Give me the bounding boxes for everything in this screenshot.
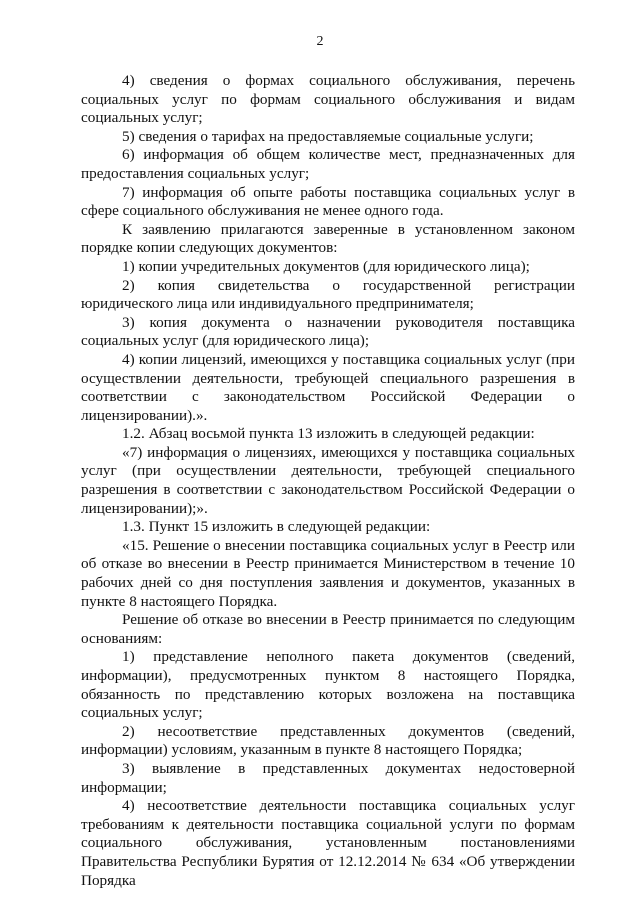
paragraph: 4) сведения о формах социального обслуживания, перечень социальных услуг по формам социального обслуживания и видам социальных услуг; [81, 72, 575, 127]
paragraph: «7) информация о лицензиях, имеющихся у поставщика социальных услуг (при осуществлении деятельности, требующей специального разрешения в соответствии с законодательством Российской Федерации о лицензировании);». [81, 443, 575, 517]
paragraph: К заявлению прилагаются заверенные в установленном законом порядке копии следующих документов: [81, 220, 575, 257]
paragraph: 6) информация об общем количестве мест, предназначенных для предоставления социальных услуг; [81, 146, 575, 182]
page-number: 2 [316, 34, 324, 49]
paragraph: 4) несоответствие деятельности поставщика социальных услуг требованиям к деятельности поставщика социальной услуги по формам социального обслуживания, установленным постановлениями Правительства Республики Бурятия от 12.12.2014 № 634 «Об утверждении Порядка [81, 797, 575, 889]
paragraph: 3) копия документа о назначении руководителя поставщика социальных услуг (для юридического лица); [81, 313, 575, 350]
paragraph: 3) выявление в представленных документах недостоверной информации; [81, 759, 575, 796]
paragraph: «15. Решение о внесении поставщика социальных услуг в Реестр или об отказе во внесении в Реестр принимается Министерством в течение 10 рабочих дней со дня поступления заявления и документов, указанных в пункте 8 настоящего Порядка. [81, 536, 575, 610]
paragraph: 2) копия свидетельства о государственной регистрации юридического лица или индивидуального предпринимателя; [81, 276, 575, 313]
paragraph: 2) несоответствие представленных документов (сведений, информации) условиям, указанным в пункте 8 настоящего Порядка; [81, 722, 575, 759]
paragraph: Решение об отказе во внесении в Реестр принимается по следующим основаниям: [81, 611, 575, 647]
paragraph: 5) сведения о тарифах на предоставляемые социальные услуги; [122, 127, 534, 145]
paragraph: 4) копии лицензий, имеющихся у поставщика социальных услуг (при осуществлении деятельности, требующей специального разрешения в соответствии с законодательством Российской Федерации о лицензировании).». [81, 350, 575, 424]
paragraph: 1) представление неполного пакета документов (сведений, информации), предусмотренных пунктом 8 настоящего Порядка, обязанность по представлению которых возложена на поставщика социальных услуг; [81, 648, 575, 722]
paragraph: 1.2. Абзац восьмой пункта 13 изложить в следующей редакции: [122, 425, 535, 443]
paragraph: 1.3. Пункт 15 изложить в следующей редакции: [122, 518, 431, 536]
paragraph: 1) копии учредительных документов (для юридического лица); [122, 257, 530, 275]
paragraph: 7) информация об опыте работы поставщика социальных услуг в сфере социального обслуживания не менее одного года. [81, 183, 575, 220]
document-body [81, 72, 575, 890]
